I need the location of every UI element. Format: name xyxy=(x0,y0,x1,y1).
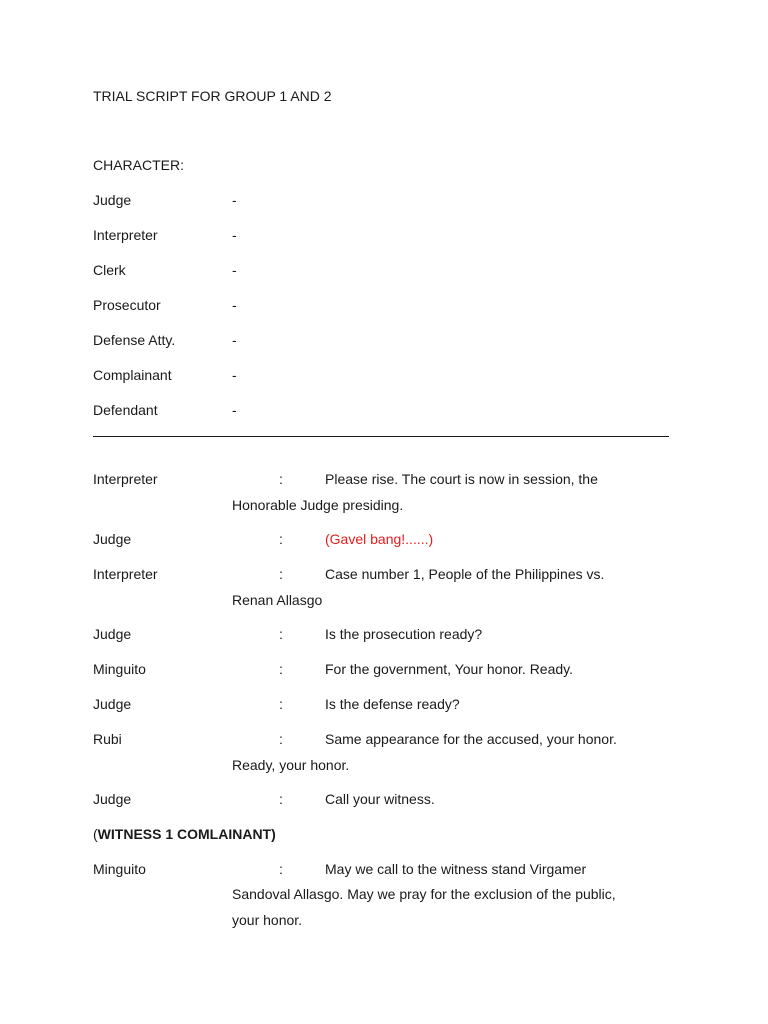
character-role: Complainant xyxy=(93,367,172,383)
dialogue-text: Renan Allasgo xyxy=(232,592,323,608)
speaker-colon: : xyxy=(279,791,283,807)
character-dash: - xyxy=(232,227,237,243)
character-role: Defense Atty. xyxy=(93,332,176,348)
speaker-name: Judge xyxy=(93,696,132,712)
dialogue-text: May we call to the witness stand Virgamer xyxy=(325,861,587,877)
dialogue-text: Honorable Judge presiding. xyxy=(232,497,404,513)
section-open-paren: ( xyxy=(93,826,98,842)
speaker-name: Rubi xyxy=(93,731,122,747)
characters-heading: CHARACTER: xyxy=(93,157,185,173)
speaker-colon: : xyxy=(279,731,283,747)
character-dash: - xyxy=(232,297,237,313)
speaker-colon: : xyxy=(279,531,283,547)
speaker-colon: : xyxy=(279,861,283,877)
speaker-name: Judge xyxy=(93,626,132,642)
speaker-colon: : xyxy=(279,471,283,487)
speaker-colon: : xyxy=(279,626,283,642)
document-title: TRIAL SCRIPT FOR GROUP 1 AND 2 xyxy=(93,88,332,104)
speaker-name: Interpreter xyxy=(93,471,158,487)
speaker-name: Interpreter xyxy=(93,566,158,582)
section-heading xyxy=(93,826,276,842)
speaker-name: Minguito xyxy=(93,861,146,877)
dialogue-text: Ready, your honor. xyxy=(232,757,350,773)
stage-direction: (Gavel bang!......) xyxy=(325,531,434,547)
dialogue-text: Is the prosecution ready? xyxy=(325,626,483,642)
dialogue-text: Call your witness. xyxy=(325,791,435,807)
dialogue-text: Please rise. The court is now in session, the xyxy=(325,471,598,487)
character-dash: - xyxy=(232,262,237,278)
speaker-colon: : xyxy=(279,661,283,677)
character-role: Judge xyxy=(93,192,132,208)
character-dash: - xyxy=(232,367,237,383)
section-label: WITNESS 1 COMLAINANT) xyxy=(97,826,276,842)
character-dash: - xyxy=(232,192,237,208)
character-role: Clerk xyxy=(93,262,126,278)
speaker-name: Judge xyxy=(93,531,132,547)
dialogue-text: your honor. xyxy=(232,912,303,928)
dialogue-text: Is the defense ready? xyxy=(325,696,460,712)
speaker-colon: : xyxy=(279,696,283,712)
speaker-name: Judge xyxy=(93,791,132,807)
speaker-name: Minguito xyxy=(93,661,146,677)
character-role: Interpreter xyxy=(93,227,158,243)
dialogue-text: Sandoval Allasgo. May we pray for the exclusion of the public, xyxy=(232,886,616,902)
character-role: Defendant xyxy=(93,402,158,418)
character-role: Prosecutor xyxy=(93,297,161,313)
character-dash: - xyxy=(232,402,237,418)
dialogue-text: Same appearance for the accused, your honor. xyxy=(325,731,617,747)
dialogue-text: Case number 1, People of the Philippines vs. xyxy=(325,566,605,582)
separator-line xyxy=(93,436,669,437)
character-dash: - xyxy=(232,332,237,348)
speaker-colon: : xyxy=(279,566,283,582)
dialogue-text: For the government, Your honor. Ready. xyxy=(325,661,574,677)
